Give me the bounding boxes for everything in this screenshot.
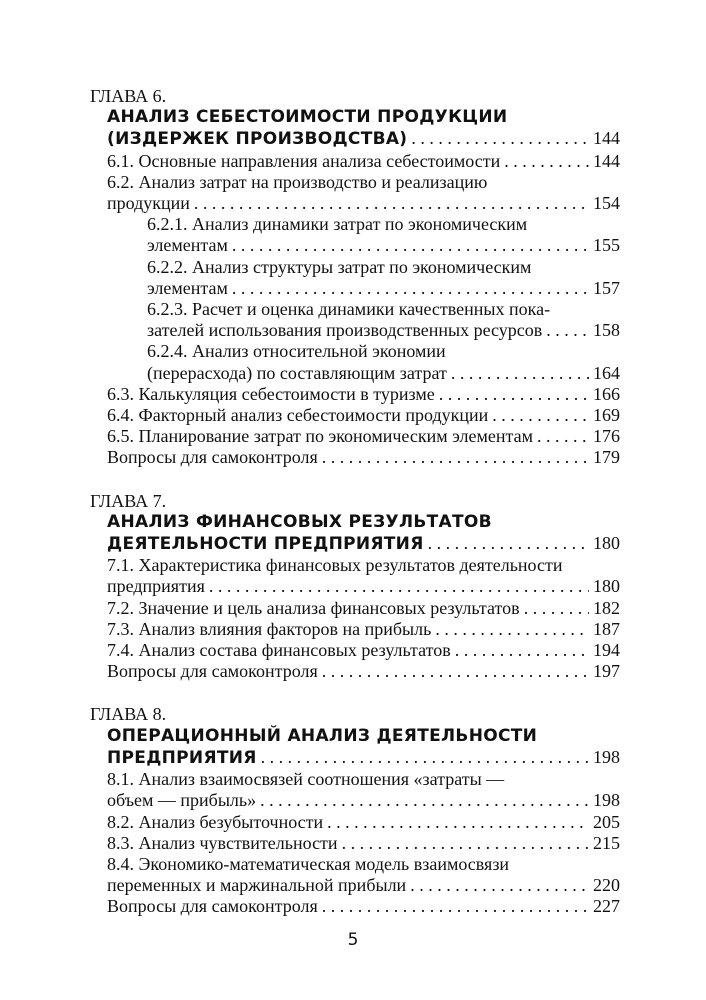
leader-dots: [411, 128, 589, 149]
entry-text: элементам: [147, 235, 228, 256]
leader-dots: [455, 640, 589, 661]
toc-entry: [107, 833, 620, 854]
entry-text: Вопросы для самоконтроля: [107, 447, 318, 468]
entry-text: предприятия: [107, 576, 205, 597]
chapter-label: ГЛАВА 8.: [90, 704, 167, 725]
entry-text: 6.2.1. Анализ динамики затрат по экономическим: [147, 214, 528, 235]
chapter-title: ОПЕРАЦИОННЫЙ АНАЛИЗ ДЕЯТЕЛЬНОСТИ: [107, 725, 538, 746]
toc-entry: [107, 875, 620, 896]
chapter-8: [90, 704, 620, 917]
entry-text: 6.5. Планирование затрат по экономическим элементам: [107, 426, 533, 447]
entry-text: 6.2. Анализ затрат на производство и реализацию: [107, 171, 488, 192]
chapter-title: ПРЕДПРИЯТИЯ: [107, 747, 257, 768]
leader-dots: [261, 747, 589, 768]
page-ref: 182: [593, 597, 620, 618]
toc-entry: [107, 447, 620, 468]
leader-dots: [492, 405, 589, 426]
leader-dots: [322, 447, 589, 468]
page-ref: 157: [593, 277, 620, 298]
entry-text: продукции: [107, 193, 190, 214]
page-ref: 169: [593, 405, 620, 426]
toc-entry: [107, 278, 620, 299]
chapter-label: ГЛАВА 7.: [90, 490, 167, 511]
leader-dots: [451, 363, 589, 384]
entry-text: Вопросы для самоконтроля: [107, 661, 318, 682]
leader-dots: [232, 235, 589, 256]
entry-text: Вопросы для самоконтроля: [107, 896, 318, 917]
entry-text: 6.4. Факторный анализ себестоимости продукции: [107, 405, 489, 426]
page-ref: 158: [593, 320, 620, 341]
toc-entry: [107, 576, 620, 597]
chapter-title: АНАЛИЗ СЕБЕСТОИМОСТИ ПРОДУКЦИИ: [107, 107, 508, 128]
chapter-label: ГЛАВА 6.: [90, 86, 167, 106]
entry-text: 8.3. Анализ чувствительности: [107, 832, 338, 853]
entry-text: 8.2. Анализ безубыточности: [107, 811, 324, 832]
toc-entry: [107, 193, 620, 214]
leader-dots: [439, 384, 589, 405]
toc-entry: [107, 747, 620, 769]
entry-text: переменных и маржинальной прибыли: [107, 875, 407, 896]
toc-entry: [107, 619, 620, 640]
toc-entry: [107, 533, 620, 555]
toc-entry: [107, 320, 620, 341]
toc-entry: [107, 640, 620, 661]
page-ref: 180: [593, 576, 620, 597]
entry-text: (перерасхода) по составляющим затрат: [147, 362, 447, 383]
toc-entry: [107, 235, 620, 256]
leader-dots: [327, 812, 589, 833]
page-ref: 220: [593, 875, 620, 896]
page-ref: 154: [593, 193, 620, 214]
toc-entry: [107, 128, 620, 150]
page-ref: 144: [593, 150, 620, 171]
page-ref: 180: [593, 533, 620, 554]
entry-text: 6.3. Калькуляция себестоимости в туризме: [107, 383, 435, 404]
entry-text: 6.2.3. Расчет и оценка динамики качественных пока-: [147, 299, 551, 320]
entry-text: 7.2. Значение и цель анализа финансовых результатов: [107, 597, 520, 618]
toc-entry: [107, 426, 620, 447]
toc-entry: [107, 405, 620, 426]
leader-dots: [524, 598, 589, 619]
page-ref: 194: [593, 640, 620, 661]
toc-entry: [107, 151, 620, 172]
leader-dots: [209, 576, 589, 597]
chapter-title: (ИЗДЕРЖЕК ПРОИЗВОДСТВА): [107, 129, 408, 150]
entry-text: объем — прибыль»: [107, 790, 257, 811]
leader-dots: [322, 896, 589, 917]
entry-text: 8.4. Экономико-математическая модель взаимосвязи: [107, 853, 510, 874]
entry-text: 7.1. Характеристика финансовых результатов деятельности: [107, 555, 563, 576]
toc-entry: [107, 363, 620, 384]
page-ref: 198: [593, 746, 620, 767]
page-ref: 179: [593, 447, 620, 468]
page-ref: 198: [593, 790, 620, 811]
entry-text: 6.2.4. Анализ относительной экономии: [147, 341, 446, 362]
leader-dots: [546, 320, 589, 341]
page-ref: 227: [593, 896, 620, 917]
leader-dots: [410, 875, 589, 896]
chapter-6: [90, 86, 620, 469]
page-ref: 176: [593, 426, 620, 447]
toc-entry: [107, 661, 620, 682]
entry-text: 6.2.2. Анализ структуры затрат по экономическим: [147, 256, 532, 277]
page-ref: 144: [593, 128, 620, 149]
toc-entry: [107, 598, 620, 619]
page-ref: 166: [593, 383, 620, 404]
leader-dots: [428, 533, 589, 554]
entry-text: 6.1. Основные направления анализа себестоимости: [107, 150, 501, 171]
page-ref: 197: [593, 661, 620, 682]
page-ref: 215: [593, 832, 620, 853]
toc-entry: [107, 384, 620, 405]
entry-text: зателей использования производственных ресурсов: [147, 320, 543, 341]
leader-dots: [435, 619, 589, 640]
toc-entry: [107, 790, 620, 811]
leader-dots: [260, 790, 589, 811]
entry-text: 8.1. Анализ взаимосвязей соотношения «затраты —: [107, 769, 505, 790]
entry-text: элементам: [147, 277, 228, 298]
page-ref: 164: [593, 362, 620, 383]
entry-text: 7.3. Анализ влияния факторов на прибыль: [107, 618, 432, 639]
page-number: 5: [347, 930, 359, 950]
entry-text: 7.4. Анализ состава финансовых результатов: [107, 640, 451, 661]
leader-dots: [537, 426, 589, 447]
leader-dots: [504, 151, 589, 172]
page-ref: 155: [593, 235, 620, 256]
leader-dots: [232, 278, 589, 299]
page-ref: 187: [593, 618, 620, 639]
toc-entry: [107, 896, 620, 917]
toc-entry: [107, 812, 620, 833]
chapter-title: ДЕЯТЕЛЬНОСТИ ПРЕДПРИЯТИЯ: [107, 534, 424, 555]
leader-dots: [322, 661, 589, 682]
leader-dots: [342, 833, 589, 854]
page-ref: 205: [593, 811, 620, 832]
leader-dots: [194, 193, 589, 214]
chapter-title: АНАЛИЗ ФИНАНСОВЫХ РЕЗУЛЬТАТОВ: [107, 511, 492, 532]
chapter-7: [90, 490, 620, 683]
table-of-contents: [90, 86, 620, 940]
